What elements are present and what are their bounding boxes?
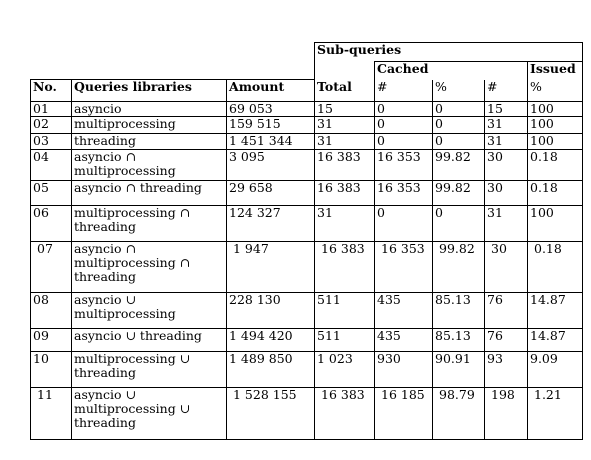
header-issued: Issued: [528, 62, 583, 80]
cell-issued-pct: 0.18: [528, 150, 583, 181]
cell-no: 11: [31, 388, 72, 440]
header-cached-pct: %: [433, 80, 485, 102]
table-row: [31, 134, 583, 150]
header-empty: [72, 43, 227, 62]
header-total: Total: [315, 80, 375, 102]
cell-cached-count: 435: [375, 329, 433, 352]
cell-cached-pct: 98.79: [433, 388, 485, 440]
cell-cached-count: 0: [375, 102, 433, 117]
cell-issued-pct: 100: [528, 134, 583, 150]
header-libraries: Queries libraries: [72, 80, 227, 102]
cell-libraries: asyncio ∪ multiprocessing: [72, 293, 227, 329]
cell-libraries: multiprocessing: [72, 117, 227, 134]
cell-issued-pct: 100: [528, 206, 583, 242]
cell-amount: 1 528 155: [227, 388, 315, 440]
cell-issued-count: 93: [485, 352, 528, 388]
results-table: [30, 42, 583, 440]
cell-cached-pct: 99.82: [433, 242, 485, 293]
cell-total: 16 383: [315, 150, 375, 181]
cell-total: 31: [315, 117, 375, 134]
header-empty: [31, 62, 72, 80]
cell-issued-pct: 100: [528, 102, 583, 117]
cell-cached-count: 16 353: [375, 150, 433, 181]
cell-total: 1 023: [315, 352, 375, 388]
cell-issued-pct: 14.87: [528, 329, 583, 352]
cell-amount: 29 658: [227, 181, 315, 206]
table-row: [31, 242, 583, 293]
cell-issued-pct: 0.18: [528, 242, 583, 293]
cell-no: 06: [31, 206, 72, 242]
cell-issued-pct: 100: [528, 117, 583, 134]
cell-libraries: asyncio: [72, 102, 227, 117]
cell-amount: 69 053: [227, 102, 315, 117]
cell-amount: 228 130: [227, 293, 315, 329]
table-row: [31, 150, 583, 181]
cell-issued-count: 31: [485, 134, 528, 150]
cell-issued-count: 31: [485, 117, 528, 134]
cell-libraries: asyncio ∩ threading: [72, 181, 227, 206]
cell-cached-count: 930: [375, 352, 433, 388]
header-issued-count: #: [485, 80, 528, 102]
cell-issued-count: 15: [485, 102, 528, 117]
cell-cached-count: 16 185: [375, 388, 433, 440]
cell-issued-count: 198: [485, 388, 528, 440]
cell-issued-pct: 0.18: [528, 181, 583, 206]
table-row: [31, 102, 583, 117]
cell-no: 01: [31, 102, 72, 117]
cell-amount: 1 451 344: [227, 134, 315, 150]
cell-amount: 1 489 850: [227, 352, 315, 388]
cell-cached-count: 435: [375, 293, 433, 329]
cell-libraries: asyncio ∩ multiprocessing: [72, 150, 227, 181]
cell-cached-pct: 85.13: [433, 293, 485, 329]
cell-cached-pct: 0: [433, 134, 485, 150]
cell-total: 16 383: [315, 242, 375, 293]
cell-total: 511: [315, 329, 375, 352]
cell-no: 04: [31, 150, 72, 181]
cell-cached-pct: 99.82: [433, 181, 485, 206]
cell-issued-pct: 1.21: [528, 388, 583, 440]
cell-no: 08: [31, 293, 72, 329]
cell-libraries: threading: [72, 134, 227, 150]
cell-cached-pct: 0: [433, 102, 485, 117]
cell-issued-count: 76: [485, 329, 528, 352]
header-empty: [31, 43, 72, 62]
cell-amount: 159 515: [227, 117, 315, 134]
cell-cached-count: 0: [375, 134, 433, 150]
cell-cached-count: 0: [375, 206, 433, 242]
cell-cached-pct: 90.91: [433, 352, 485, 388]
cell-amount: 1 947: [227, 242, 315, 293]
cell-total: 16 383: [315, 388, 375, 440]
header-cached: Cached: [375, 62, 528, 80]
cell-total: 15: [315, 102, 375, 117]
cell-issued-count: 30: [485, 150, 528, 181]
cell-amount: 1 494 420: [227, 329, 315, 352]
cell-amount: 3 095: [227, 150, 315, 181]
table-row: [31, 352, 583, 388]
cell-total: 16 383: [315, 181, 375, 206]
header-amount: Amount: [227, 80, 315, 102]
table-row: [31, 117, 583, 134]
cell-issued-count: 30: [485, 181, 528, 206]
cell-issued-count: 76: [485, 293, 528, 329]
cell-cached-pct: 85.13: [433, 329, 485, 352]
cell-libraries: asyncio ∪ threading: [72, 329, 227, 352]
cell-issued-pct: 9.09: [528, 352, 583, 388]
cell-issued-count: 30: [485, 242, 528, 293]
cell-issued-count: 31: [485, 206, 528, 242]
cell-total: 31: [315, 206, 375, 242]
cell-libraries: multiprocessing ∩ threading: [72, 206, 227, 242]
cell-cached-pct: 0: [433, 117, 485, 134]
table-row: [31, 181, 583, 206]
header-empty: [72, 62, 227, 80]
header-empty: [315, 62, 375, 80]
table-row: [31, 388, 583, 440]
cell-cached-pct: 0: [433, 206, 485, 242]
header-subqueries: Sub-queries: [315, 43, 583, 62]
header-cached-count: #: [375, 80, 433, 102]
table-row: [31, 206, 583, 242]
cell-total: 511: [315, 293, 375, 329]
table-row: [31, 329, 583, 352]
table-row: [31, 293, 583, 329]
cell-amount: 124 327: [227, 206, 315, 242]
header-empty: [227, 43, 315, 62]
cell-cached-count: 0: [375, 117, 433, 134]
cell-cached-count: 16 353: [375, 181, 433, 206]
header-no: No.: [31, 80, 72, 102]
cell-libraries: asyncio ∪ multiprocessing ∪ threading: [72, 388, 227, 440]
cell-no: 10: [31, 352, 72, 388]
cell-libraries: asyncio ∩ multiprocessing ∩ threading: [72, 242, 227, 293]
cell-issued-pct: 14.87: [528, 293, 583, 329]
cell-no: 03: [31, 134, 72, 150]
cell-no: 05: [31, 181, 72, 206]
cell-cached-pct: 99.82: [433, 150, 485, 181]
cell-libraries: multiprocessing ∪ threading: [72, 352, 227, 388]
cell-no: 09: [31, 329, 72, 352]
cell-no: 07: [31, 242, 72, 293]
cell-total: 31: [315, 134, 375, 150]
header-empty: [227, 62, 315, 80]
header-issued-pct: %: [528, 80, 583, 102]
cell-no: 02: [31, 117, 72, 134]
cell-cached-count: 16 353: [375, 242, 433, 293]
